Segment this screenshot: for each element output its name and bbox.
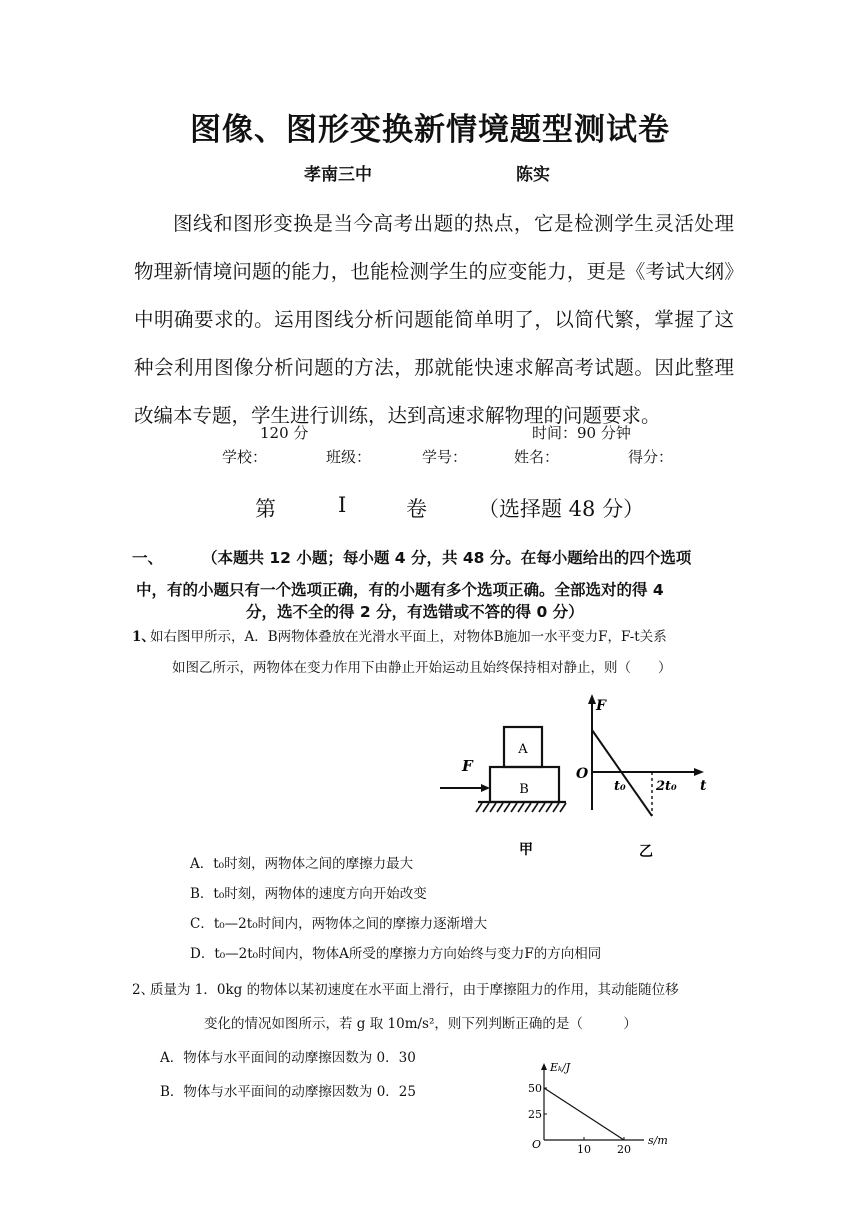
q1-line2: 如图乙所示，两物体在变力作用下由静止开始运动且始终保持相对静止，则（ ） (172, 660, 672, 676)
ek-series-line (544, 1088, 624, 1140)
exam-time: 时间：90 分钟 (532, 424, 631, 442)
y-tick-label-1: 50 (528, 1082, 542, 1095)
t0-label: t₀ (614, 779, 626, 794)
field-id: 学号： (422, 448, 468, 466)
axis-t-arrow (694, 768, 704, 776)
page-title: 图像、图形变换新情境题型测试卷 (190, 112, 670, 148)
section-di: 第 (255, 497, 276, 521)
y-tick-label-0: 25 (528, 1108, 542, 1121)
caption-yi: 乙 (639, 844, 653, 860)
q1-option-d: D．t₀—2t₀时间内，物体A所受的摩擦力方向始终与变力F的方向相同 (190, 946, 602, 962)
q1-line1: 如右图甲所示，A．B两物体叠放在光滑水平面上，对物体B施加一水平变力F，F-t关系 (150, 629, 667, 645)
q1-option-c: C．t₀—2t₀时间内，两物体之间的摩擦力逐渐增大 (190, 916, 488, 932)
author-name: 陈实 (516, 165, 550, 185)
part1-line2: 中，有的小题只有一个选项正确，有的小题有多个选项正确。全部选对的得 4 (136, 581, 664, 599)
axis-f-arrow (588, 694, 596, 704)
x-axis-label: s/m (648, 1134, 668, 1147)
q2-line1: 质量为 1．0kg 的物体以某初速度在水平面上滑行，由于摩擦阻力的作用，其动能随位移 (150, 982, 679, 998)
q1-option-b: B．t₀时刻，两物体的速度方向开始改变 (190, 886, 427, 902)
force-arrow-head (481, 784, 490, 792)
part1-number: 一、 (132, 549, 164, 567)
section-juan: 卷 (406, 497, 427, 521)
block-a-label: A (518, 742, 528, 757)
block-b-label: B (519, 782, 529, 797)
field-school: 学校： (222, 448, 268, 466)
total-score: 120 分 (260, 424, 309, 442)
section-roman: Ⅰ (338, 493, 347, 517)
q1-number: 1、 (132, 629, 155, 645)
q1-figure (430, 690, 730, 870)
origin-label: O (576, 766, 589, 782)
axis-f-label: F (596, 698, 606, 714)
2t0-label: 2t₀ (656, 779, 677, 794)
ek-s-chart (520, 1058, 680, 1162)
field-score: 得分： (628, 448, 674, 466)
intro-paragraph: 图线和图形变换是当今高考出题的热点，它是检测学生灵活处理物理新情境问题的能力，也能检测学生的应变能力，更是《考试大纲》中明确要求的。运用图线分析问题能简单明了，以简代繁，掌握了这种会利用图像分析问题的方法，那就能快速求解高考试题。因此整理改编本专题，学生进行训练，达到高速求解物理的问题要求。 (134, 212, 734, 427)
y-axis-arrow (541, 1063, 547, 1070)
author-school: 孝南三中 (304, 165, 372, 185)
field-name: 姓名： (514, 448, 560, 466)
caption-jia: 甲 (519, 842, 533, 858)
part1-line1: （本题共 12 小题；每小题 4 分，共 48 分。在每小题给出的四个选项 (202, 549, 692, 567)
force-label: F (462, 757, 473, 775)
q2-option-a: A．物体与水平面间的动摩擦因数为 0．30 (160, 1050, 416, 1066)
axis-t-label: t (700, 778, 707, 794)
section-desc: （选择题 48 分） (478, 497, 645, 521)
ground-hatch (476, 803, 566, 812)
figure-jia (440, 727, 566, 858)
q2-number: 2、 (132, 982, 155, 998)
q2-line2: 变化的情况如图所示，若 g 取 10m/s²，则下列判断正确的是（ ） (204, 1016, 637, 1032)
x-tick-label-1: 20 (617, 1143, 631, 1156)
field-class: 班级： (326, 448, 372, 466)
figure-yi (576, 694, 707, 860)
part1-line3: 分，选不全的得 2 分，有选错或不答的得 0 分） (246, 603, 584, 621)
q2-option-b: B．物体与水平面间的动摩擦因数为 0．25 (160, 1084, 416, 1100)
y-axis-label: Eₖ/J (550, 1061, 571, 1074)
origin-label: O (532, 1138, 542, 1151)
x-tick-label-0: 10 (577, 1143, 591, 1156)
q1-option-a: A．t₀时刻，两物体之间的摩擦力最大 (190, 856, 414, 872)
